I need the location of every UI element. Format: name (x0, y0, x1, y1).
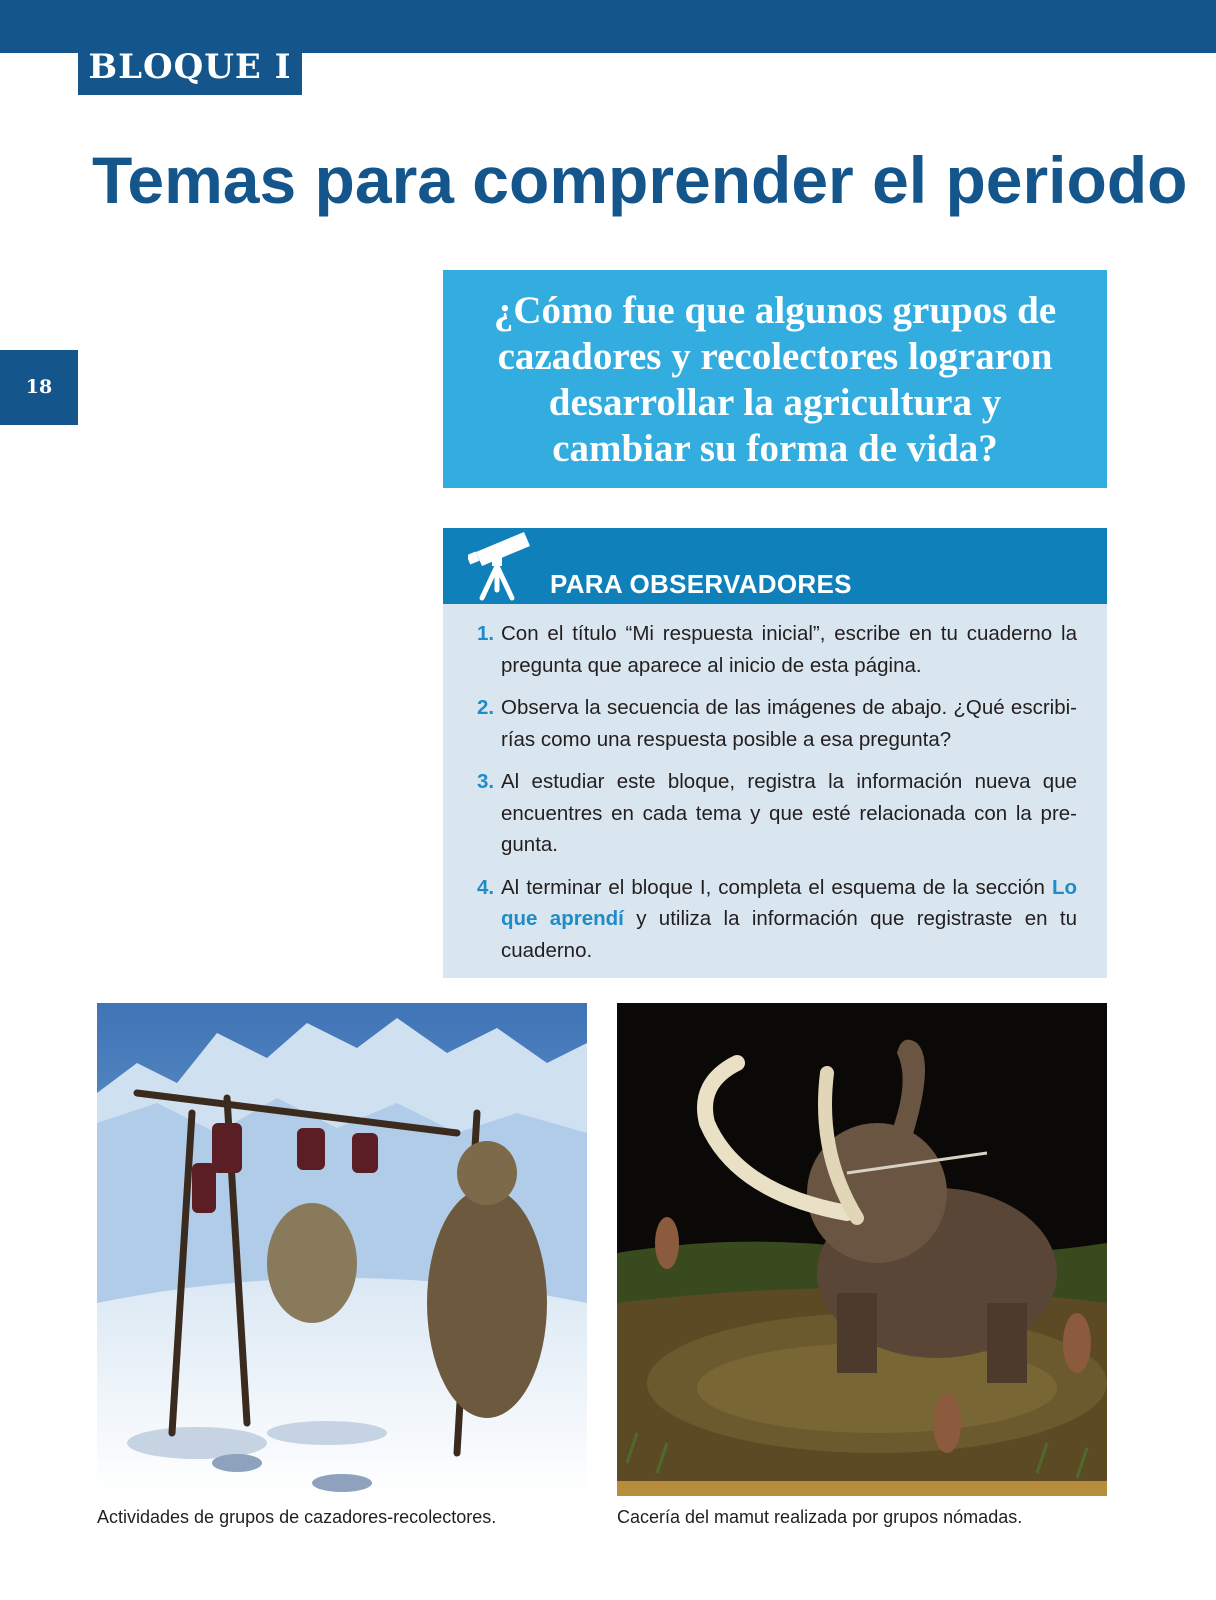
item-number: 4. (477, 875, 495, 899)
telescope-icon (468, 528, 536, 602)
observers-item-1 (477, 618, 1077, 681)
bloque-label: BLOQUE I (78, 40, 302, 95)
item-text: y utiliza la información que registraste en tu cuaderno. (501, 907, 1078, 962)
item-text: Al terminar el bloque I, completa el esquema de la sección (501, 875, 1052, 899)
observers-list (477, 618, 1077, 966)
hunter-gatherers-photo (97, 1003, 587, 1496)
item-text: Al estudiar este bloque, registra la información nueva que encuentres en cada tema y que esté relacionada con la pregunta. (501, 770, 1077, 856)
observers-item-4 (477, 872, 1077, 967)
page-number: 18 (0, 350, 78, 425)
lo-que-aprendi-link[interactable]: Lo que aprendí (501, 875, 1077, 930)
item-number: 2. (477, 696, 495, 719)
page-title: Temas para comprender el periodo (92, 143, 1188, 217)
mammoth-hunt-photo (617, 1003, 1107, 1496)
item-number: 1. (477, 622, 495, 645)
item-text: Observa la secuencia de las imágenes de abajo. ¿Qué escribirías como una respuesta posible a esa pregunta? (501, 696, 1077, 751)
item-text: Con el título “Mi respuesta inicial”, escribe en tu cuaderno la pregunta que aparece al inicio de esta página. (501, 622, 1077, 677)
figure-caption-right: Cacería del mamut realizada por grupos nómadas. (617, 1507, 1023, 1527)
guiding-question: ¿Cómo fue que algunos grupos de cazadores y recolectores lograron desarrollar la agricultura y cambiar su forma de vida? (443, 270, 1107, 488)
item-number: 3. (477, 770, 495, 793)
observers-item-3 (477, 766, 1077, 861)
observers-title: PARA OBSERVADORES (550, 569, 852, 599)
observers-body (443, 604, 1107, 978)
figure-caption-left: Actividades de grupos de cazadores-recolectores. (97, 1507, 497, 1527)
observers-item-2 (477, 692, 1077, 755)
